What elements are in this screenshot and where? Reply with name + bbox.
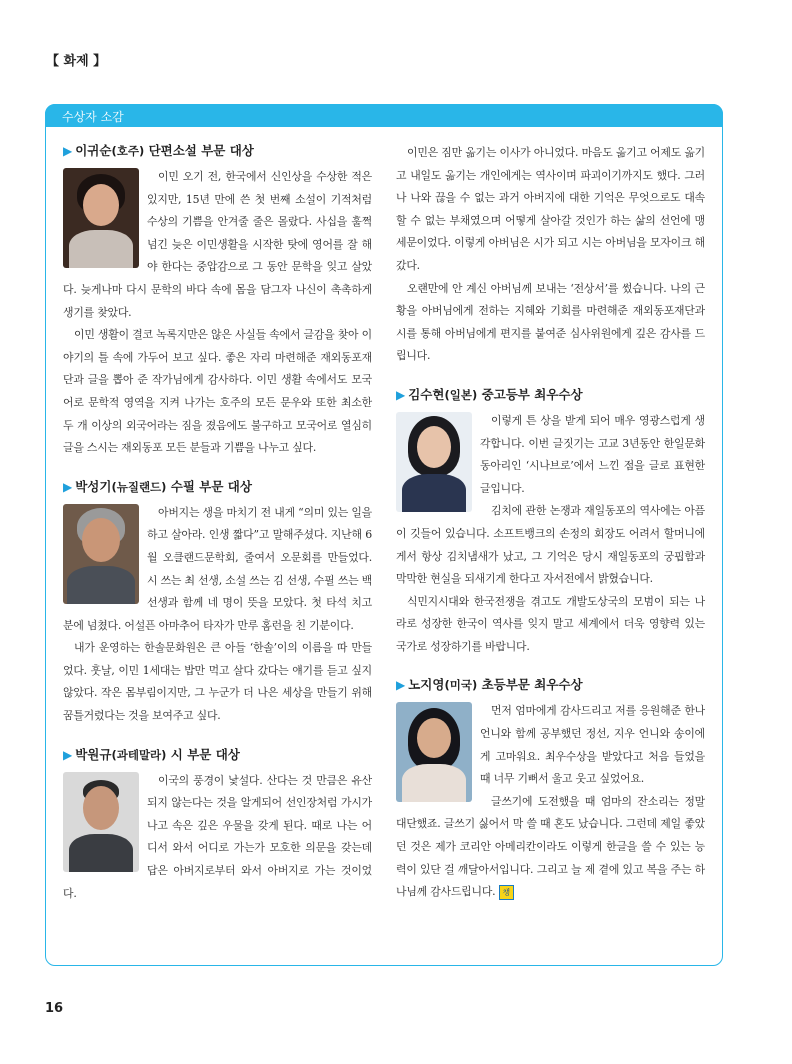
entry-title [63,746,372,764]
speech-paragraph: 먼저 엄마에게 감사드리고 저를 응원해준 한나 언니와 함께 공부했던 정선, 지우 언니와 송이에게 고마워요. 최우수상을 받았다고 처음 들었을 때 너무 기뻐서 울고 웃고 싶었어요. [480,704,705,786]
entry-kim-suhyeon [396,386,705,659]
entry-title [63,478,372,496]
awardee-name: 박성기 [75,478,112,494]
speech-paragraph: 식민지시대와 한국전쟁을 겪고도 개발도상국의 모범이 되는 나라로 성장한 한국이 역사를 잊지 말고 세계에서 더욱 영향력 있는 국가로 성장하기를 바랍니다. [396,594,705,653]
entry-lee-gwisun [63,142,372,460]
entry-title [63,142,372,160]
entry-park-wongyu [63,746,372,906]
awardee-country: (과테말라) [111,747,167,762]
speech-paragraph: 아버지는 생을 마치기 전 내게 “의미 있는 일을 하고 살아라. 인생 짧다”고 말해주셨다. 지난해 6월 오클랜드문학회, 줄여서 오문회를 만들었다. 시 쓰는 최 선생, 소설 쓰는 김 선생, 수필 쓰는 백 선생과 함께 네 명이 뜻을 모았다. 첫 타석 치고 분에 넘쳤다. 어설픈 아마추어 타자가 만루 홈런을 친 기분이다. [63,505,372,632]
speech-paragraph: 이민 생활이 결코 녹록지만은 않은 사실들 속에서 글감을 찾아 이야기의 틀 속에 가두어 보고 싶다. 좋은 자리 마련해준 재외동포재단과 글을 뽑아 준 작가님에게 감사하다. 이민 생활 속에서도 모국어로 문학적 영역을 지켜 나가는 호주의 모든 문우와 또한 최소한 두 개 이상의 외국어라는 짐을 졌음에도 불구하고 모국어로 열심히 글을 스시는 재외동포 모든 분들과 기쁨을 나누고 싶다. [63,328,372,455]
speech-paragraph: 오랜만에 안 계신 아버님께 보내는 ‘전상서’를 썼습니다. 나의 근황을 아버님에게 전하는 지혜와 기회를 마련해준 재외동포재단과 시를 통해 아버님에게 편지를 붙여준 심사위원에게 깊은 감사를 드립니다. [396,281,705,363]
speech-paragraph [396,791,705,904]
page-number: 16 [45,1001,64,1016]
end-mark-icon: 챙 [499,885,514,900]
speech-paragraph: 이민 오기 전, 한국에서 신인상을 수상한 적은 있지만, 15년 만에 쓴 첫 번째 소설이 기적처럼 수상의 기쁨을 안겨줄 줄은 몰랐다. 사십을 훌쩍 넘긴 늦은 이민생활을 시작한 탓에 영어를 잘 해야 한다는 중압감으로 그 동안 문학을 잊고 살았다. 늦게나마 다시 문학의 바다 속에 몸을 담그자 나신이 촉촉하게 생기를 찾았다. [63,170,372,319]
award-category: 중고등부 최우수상 [481,386,583,402]
entry-title [396,386,705,404]
awardee-name: 이귀순 [75,143,112,158]
portrait-photo [63,168,139,268]
portrait-photo [63,772,139,872]
box-title: 수상자 소감 [62,110,124,124]
portrait-photo [396,412,472,512]
triangle-bullet-icon: ▶ [396,678,406,693]
awardee-name: 박원규 [75,746,112,762]
triangle-bullet-icon: ▶ [396,387,406,402]
entry-park-seonggi [63,478,372,728]
awardee-country: (미국) [444,678,478,693]
awardee-name: 김수현 [408,386,445,402]
awardee-country: (호주) [111,144,145,158]
left-column [63,142,372,905]
portrait-photo [396,702,472,802]
section-label: 【 화제 】 [46,54,107,69]
triangle-bullet-icon: ▶ [63,479,73,494]
triangle-bullet-icon: ▶ [63,747,73,762]
speech-paragraph: 내가 운영하는 한솔문화원은 큰 아들 ‘한솔’이의 이름을 따 만들었다. 훗날, 이민 1세대는 밥만 먹고 살다 갔다는 얘기를 듣고 싶지 않았다. 작은 몸부림이지만, 그 누군가 더 나은 세상을 만들기 위해 꿈틀거렸다는 것을 보여주고 싶다. [63,641,372,723]
award-category: 초등부문 최우수상 [481,677,583,693]
award-category: 단편소설 부문 대상 [148,143,254,158]
speech-paragraph: 이렇게 튼 상을 받게 되어 매우 영광스럽게 생각합니다. 이번 글짓기는 고교 3년동안 한일문화동아리인 ‘시나브로’에서 느낀 점을 글로 표현한 글입니다. [480,413,705,495]
entry-noh-jiyoung [396,676,705,903]
right-column [396,142,705,904]
speech-paragraph: 김치에 관한 논쟁과 재일동포의 역사에는 아픔이 깃들어 있습니다. 소프트뱅크의 손정의 회장도 어려서 할머니에게서 항상 김치냄새가 났고, 그 기억은 당시 재일동포의 궁핍함과 막막한 현실을 되새기게 한다고 자서전에서 밝혔습니다. [396,504,705,586]
awardee-name: 노지영 [408,677,445,693]
speech-paragraph: 이민은 짐만 옮기는 이사가 아니었다. 마음도 옮기고 어제도 옮기고 내일도 옮기는 개인에게는 역사이며 파괴이기까지도 했다. 그러나 나와 끊을 수 없는 과거 아버지에 대한 기억은 무엇으로도 대속할 수 없는 부채였으며 어떻게 살아갈 것인가 하는 삶의 선언에 맹세문이었다. 이렇게 아버님은 시가 되고 시는 아버님을 모자이크 해갔다. [396,146,705,272]
award-category: 시 부문 대상 [170,746,240,762]
entry-title [396,676,705,694]
speech-paragraph: 이국의 풍경이 낯설다. 산다는 것 만큼은 유산되지 않는다는 것을 알게되어 선인장처럼 가시가 나고 속은 깊은 우물을 갖게 된다. 때로 나는 어디서 와서 어디로 가는가 모호한 의문을 갖는데 답은 아버지로부터 와서 아버지로 가는 것이었다. [63,773,372,900]
speech-paragraph-text: 글쓰기에 도전했을 때 엄마의 잔소리는 정말 대단했죠. 글쓰기 싫어서 막 쓸 때 혼도 났습니다. 그런데 제일 좋았던 것은 제가 코리안 아메리칸이라도 이렇게 한글을 쓸 수 있는 능력이 있단 걸 깨달아서입니다. 그리고 늘 제 곁에 있고 복을 주는 하나님께 감사드립니다. [396,794,705,899]
awardee-box-header [45,104,723,127]
entry-continued [396,142,705,368]
triangle-bullet-icon: ▶ [63,144,73,158]
awardee-country: (일본) [444,387,478,402]
awardee-country: (뉴질랜드) [111,479,167,494]
portrait-photo [63,504,139,604]
award-category: 수필 부문 대상 [170,478,252,494]
